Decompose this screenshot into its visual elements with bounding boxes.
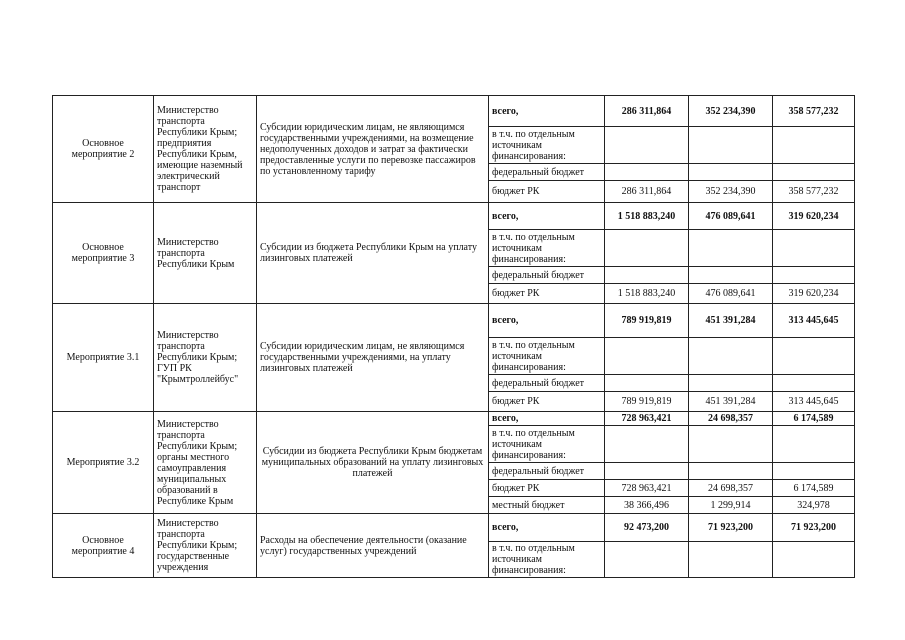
value-cell-year2	[689, 426, 773, 463]
source-cell: в т.ч. по отдельным источникам финансирования:	[489, 426, 605, 463]
value-cell-year3	[773, 542, 855, 578]
value-cell-year2: 352 234,390	[689, 181, 773, 203]
value-cell-year2: 71 923,200	[689, 514, 773, 542]
table-row	[53, 514, 855, 542]
value-cell-year3: 319 620,234	[773, 284, 855, 304]
value-cell-year1	[605, 230, 689, 267]
value-cell-year3: 319 620,234	[773, 203, 855, 230]
value-cell-year1	[605, 338, 689, 375]
value-cell-year1: 789 919,819	[605, 304, 689, 338]
value-cell-year2: 451 391,284	[689, 392, 773, 412]
status-cell: Основное мероприятие 2	[53, 96, 154, 203]
value-cell-year3: 313 445,645	[773, 392, 855, 412]
value-cell-year1: 286 311,864	[605, 96, 689, 127]
budget-table	[52, 95, 855, 578]
source-cell: всего,	[489, 304, 605, 338]
status-cell: Основное мероприятие 3	[53, 203, 154, 304]
source-cell: всего,	[489, 96, 605, 127]
value-cell-year3	[773, 230, 855, 267]
value-cell-year1: 1 518 883,240	[605, 203, 689, 230]
description-cell: Субсидии из бюджета Республики Крым бюджетам муниципальных образований на уплату лизинговых платежей	[257, 412, 489, 514]
value-cell-year1: 789 919,819	[605, 392, 689, 412]
value-cell-year1: 728 963,421	[605, 480, 689, 497]
value-cell-year1	[605, 463, 689, 480]
source-cell: бюджет РК	[489, 392, 605, 412]
value-cell-year3: 71 923,200	[773, 514, 855, 542]
value-cell-year2: 352 234,390	[689, 96, 773, 127]
description-cell: Субсидии юридическим лицам, не являющимся государственными учреждениями, на возмещение недополученных доходов и затрат за фактически предоставленные услуги по перевозке пассажиров по установленному тарифу	[257, 96, 489, 203]
value-cell-year1	[605, 375, 689, 392]
value-cell-year3: 313 445,645	[773, 304, 855, 338]
executor-cell: Министерство транспорта Республики Крым; ГУП РК "Крымтроллейбус"	[154, 304, 257, 412]
source-cell: федеральный бюджет	[489, 164, 605, 181]
value-cell-year2	[689, 230, 773, 267]
value-cell-year2: 476 089,641	[689, 203, 773, 230]
value-cell-year2: 24 698,357	[689, 480, 773, 497]
value-cell-year3	[773, 375, 855, 392]
value-cell-year2	[689, 463, 773, 480]
value-cell-year2	[689, 338, 773, 375]
source-cell: федеральный бюджет	[489, 463, 605, 480]
value-cell-year1	[605, 426, 689, 463]
source-cell: федеральный бюджет	[489, 375, 605, 392]
description-cell: Субсидии из бюджета Республики Крым на уплату лизинговых платежей	[257, 203, 489, 304]
value-cell-year2: 24 698,357	[689, 412, 773, 426]
source-cell: в т.ч. по отдельным источникам финансирования:	[489, 338, 605, 375]
source-cell: местный бюджет	[489, 497, 605, 514]
value-cell-year1	[605, 267, 689, 284]
description-cell: Расходы на обеспечение деятельности (оказание услуг) государственных учреждений	[257, 514, 489, 578]
value-cell-year1: 1 518 883,240	[605, 284, 689, 304]
value-cell-year3: 6 174,589	[773, 412, 855, 426]
executor-cell: Министерство транспорта Республики Крым; предприятия Республики Крым, имеющие наземный электрический транспорт	[154, 96, 257, 203]
table-row	[53, 203, 855, 230]
table-row	[53, 96, 855, 127]
executor-cell: Министерство транспорта Республики Крым; государственные учреждения	[154, 514, 257, 578]
status-cell: Мероприятие 3.2	[53, 412, 154, 514]
value-cell-year3	[773, 463, 855, 480]
source-cell: всего,	[489, 203, 605, 230]
value-cell-year3	[773, 338, 855, 375]
source-cell: бюджет РК	[489, 181, 605, 203]
value-cell-year1: 286 311,864	[605, 181, 689, 203]
value-cell-year3	[773, 426, 855, 463]
value-cell-year3: 6 174,589	[773, 480, 855, 497]
source-cell: всего,	[489, 514, 605, 542]
value-cell-year3	[773, 164, 855, 181]
value-cell-year3: 358 577,232	[773, 181, 855, 203]
value-cell-year2: 1 299,914	[689, 497, 773, 514]
value-cell-year3: 358 577,232	[773, 96, 855, 127]
source-cell: в т.ч. по отдельным источникам финансирования:	[489, 542, 605, 578]
value-cell-year1	[605, 164, 689, 181]
value-cell-year2: 476 089,641	[689, 284, 773, 304]
value-cell-year1: 92 473,200	[605, 514, 689, 542]
source-cell: в т.ч. по отдельным источникам финансирования:	[489, 230, 605, 267]
status-cell: Мероприятие 3.1	[53, 304, 154, 412]
value-cell-year2	[689, 267, 773, 284]
source-cell: бюджет РК	[489, 480, 605, 497]
value-cell-year2: 451 391,284	[689, 304, 773, 338]
value-cell-year2	[689, 127, 773, 164]
value-cell-year1: 728 963,421	[605, 412, 689, 426]
value-cell-year3: 324,978	[773, 497, 855, 514]
source-cell: бюджет РК	[489, 284, 605, 304]
value-cell-year1: 38 366,496	[605, 497, 689, 514]
value-cell-year1	[605, 127, 689, 164]
value-cell-year2	[689, 375, 773, 392]
table-row	[53, 412, 855, 426]
executor-cell: Министерство транспорта Республики Крым; органы местного самоуправления муниципальных образований в Республике Крым	[154, 412, 257, 514]
value-cell-year3	[773, 127, 855, 164]
description-cell: Субсидии юридическим лицам, не являющимся государственными учреждениями, на уплату лизинговых платежей	[257, 304, 489, 412]
status-cell: Основное мероприятие 4	[53, 514, 154, 578]
source-cell: всего,	[489, 412, 605, 426]
value-cell-year2	[689, 164, 773, 181]
value-cell-year3	[773, 267, 855, 284]
table-row	[53, 304, 855, 338]
value-cell-year2	[689, 542, 773, 578]
source-cell: в т.ч. по отдельным источникам финансирования:	[489, 127, 605, 164]
value-cell-year1	[605, 542, 689, 578]
source-cell: федеральный бюджет	[489, 267, 605, 284]
executor-cell: Министерство транспорта Республики Крым	[154, 203, 257, 304]
